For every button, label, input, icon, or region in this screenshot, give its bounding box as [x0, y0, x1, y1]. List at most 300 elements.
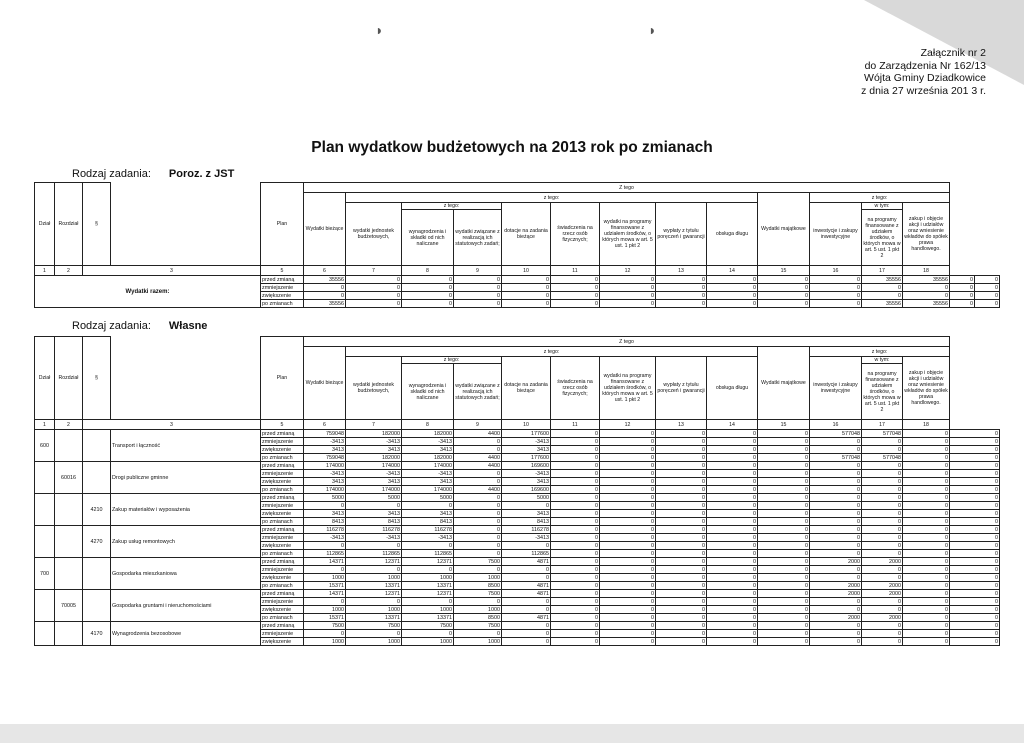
row-type-label: zwiększenie: [261, 510, 304, 518]
table-cell: 0: [656, 438, 707, 446]
table-cell: 0: [454, 526, 502, 534]
col-number: 13: [656, 420, 707, 430]
table-cell: 2000: [810, 590, 862, 598]
table-cell: 0: [758, 470, 810, 478]
col-number: 15: [758, 266, 810, 276]
table-cell: 0: [656, 470, 707, 478]
table-cell: 3413: [402, 510, 454, 518]
table-cell: 0: [502, 574, 551, 582]
table-cell: 0: [402, 292, 454, 300]
table-cell: 0: [707, 284, 758, 292]
table-cell: 0: [862, 284, 903, 292]
table-cell: 0: [862, 510, 903, 518]
table-cell: 8500: [454, 614, 502, 622]
table-cell: 0: [346, 300, 402, 308]
table-cell: 0: [950, 276, 975, 284]
table-cell: 0: [600, 542, 656, 550]
table-cell: 0: [551, 430, 600, 438]
table-cell: 174000: [304, 486, 346, 494]
row-type-label: przed zmianą: [261, 430, 304, 438]
group-name: Zakup usług remontowych: [111, 526, 261, 558]
table-cell: 0: [903, 510, 950, 518]
table-cell: 0: [304, 284, 346, 292]
table-cell: 0: [810, 300, 862, 308]
table-cell: 0: [950, 510, 1000, 518]
table-cell: 0: [656, 582, 707, 590]
table-cell: 2000: [862, 582, 903, 590]
table-cell: 35556: [862, 300, 903, 308]
table-cell: 0: [903, 582, 950, 590]
table-cell: 4400: [454, 430, 502, 438]
table-cell: -3413: [346, 438, 402, 446]
table-cell: 0: [304, 566, 346, 574]
table-cell: 0: [903, 470, 950, 478]
row-type-label: zmniejszenie: [261, 438, 304, 446]
table-cell: 0: [707, 494, 758, 502]
table-cell: 0: [551, 486, 600, 494]
table-cell: 0: [707, 622, 758, 630]
col-header-dotacje: dotacje na zadania bieżące: [502, 203, 551, 266]
table-cell: 0: [346, 502, 402, 510]
row-type-label: przed zmianą: [261, 276, 304, 284]
table-cell: 0: [810, 486, 862, 494]
col-header-inwestycje: inwestycje i zakupy inwestycyjne: [810, 357, 862, 420]
table-cell: 1000: [346, 638, 402, 646]
col-number: 9: [454, 420, 502, 430]
table-cell: 0: [758, 550, 810, 558]
table-cell: 759048: [304, 454, 346, 462]
table-cell: 0: [656, 534, 707, 542]
table-cell: 0: [903, 446, 950, 454]
table-cell: 0: [551, 292, 600, 300]
col-header-swiadczenia: świadczenia na rzecz osób fizycznych;: [551, 203, 600, 266]
table-cell: 0: [551, 470, 600, 478]
table-cell: 0: [903, 630, 950, 638]
row-type-label: po zmianach: [261, 454, 304, 462]
table-cell: 0: [502, 542, 551, 550]
table-cell: 0: [551, 550, 600, 558]
table-cell: 4871: [502, 590, 551, 598]
table-cell: 0: [656, 598, 707, 606]
table-cell: 0: [346, 292, 402, 300]
col-header-biezace: Wydatki bieżące: [304, 347, 346, 420]
col-number: 7: [346, 420, 402, 430]
table-cell: 0: [903, 622, 950, 630]
row-type-label: po zmianach: [261, 300, 304, 308]
table-cell: 1000: [402, 574, 454, 582]
row-type-label: po zmianach: [261, 486, 304, 494]
table-cell: 0: [758, 638, 810, 646]
table-cell: 0: [903, 284, 950, 292]
row-type-label: przed zmianą: [261, 622, 304, 630]
col-header-z-tego: Z tego: [304, 337, 950, 347]
table-cell: 0: [454, 438, 502, 446]
table-cell: 0: [502, 292, 551, 300]
table-cell: 0: [903, 590, 950, 598]
table-cell: 0: [862, 518, 903, 526]
table-cell: 35556: [862, 276, 903, 284]
table-cell: 112865: [304, 550, 346, 558]
table-cell: 0: [656, 550, 707, 558]
table-cell: 0: [810, 574, 862, 582]
table-cell: 0: [758, 630, 810, 638]
table-cell: 0: [950, 614, 1000, 622]
table-cell: 3413: [502, 446, 551, 454]
table-cell: 0: [810, 622, 862, 630]
table-cell: 0: [600, 454, 656, 462]
col-number: 18: [903, 266, 950, 276]
col-number: 1: [35, 266, 55, 276]
table-cell: 2000: [810, 582, 862, 590]
paragraf-code: 4210: [83, 494, 111, 526]
table-cell: 0: [758, 284, 810, 292]
section-type-2: [72, 320, 207, 332]
table-cell: 3413: [346, 510, 402, 518]
col-header-na-programy: na programy finansowane z udziałem środków, o których mowa w art. 5 ust. 1 pkt 2: [862, 210, 903, 266]
col-number: 14: [707, 266, 758, 276]
table-cell: 0: [502, 566, 551, 574]
summary-label: Wydatki razem:: [35, 276, 261, 308]
col-number: 10: [502, 420, 551, 430]
table-cell: 0: [903, 558, 950, 566]
table-cell: 0: [551, 276, 600, 284]
table-cell: 0: [502, 630, 551, 638]
table-cell: 0: [758, 606, 810, 614]
table-cell: 0: [707, 638, 758, 646]
table-cell: 12371: [346, 590, 402, 598]
table-cell: 0: [707, 446, 758, 454]
table-cell: 169600: [502, 462, 551, 470]
table-cell: 577048: [862, 454, 903, 462]
table-cell: 0: [707, 486, 758, 494]
table-cell: 0: [862, 598, 903, 606]
col-header-programy: wydatki na programy finansowane z udziałem środków, o których mowa w art. 5 ust. 1 pkt 2: [600, 357, 656, 420]
col-header-obsluga: obsługa długu: [707, 357, 758, 420]
table-cell: 0: [551, 614, 600, 622]
table-cell: 0: [758, 534, 810, 542]
row-type-label: przed zmianą: [261, 526, 304, 534]
table-cell: 0: [950, 590, 1000, 598]
table-cell: 0: [810, 534, 862, 542]
dzial-code: [35, 590, 55, 622]
table-cell: 0: [656, 590, 707, 598]
table-cell: 0: [551, 542, 600, 550]
table-cell: 0: [810, 494, 862, 502]
col-header-zwiazane: wydatki związane z realizacją ich statutowych zadań;: [454, 364, 502, 420]
table-cell: 0: [551, 446, 600, 454]
table-cell: 577048: [862, 430, 903, 438]
table-cell: 1000: [402, 638, 454, 646]
table-cell: 0: [304, 292, 346, 300]
table-cell: 0: [551, 622, 600, 630]
table-cell: 14371: [304, 558, 346, 566]
table-cell: 0: [810, 470, 862, 478]
table-cell: 0: [454, 534, 502, 542]
col-header-w-tym: w tym:: [862, 357, 903, 364]
table-cell: 0: [758, 582, 810, 590]
table-cell: 7500: [346, 622, 402, 630]
table-cell: 0: [810, 502, 862, 510]
row-type-label: zmniejszenie: [261, 470, 304, 478]
col-header-zwiazane: wydatki związane z realizacją ich statutowych zadań;: [454, 210, 502, 266]
table-cell: 0: [346, 276, 402, 284]
table-cell: 0: [810, 630, 862, 638]
table-cell: 0: [551, 518, 600, 526]
table-cell: 0: [600, 276, 656, 284]
table-cell: 7500: [454, 558, 502, 566]
table-cell: 116278: [402, 526, 454, 534]
table-cell: 0: [600, 582, 656, 590]
table-cell: 0: [600, 598, 656, 606]
table-cell: -3413: [402, 534, 454, 542]
table-cell: 0: [758, 446, 810, 454]
table-cell: 0: [600, 494, 656, 502]
col-header-biezace: Wydatki bieżące: [304, 193, 346, 266]
table-cell: 0: [707, 574, 758, 582]
table-cell: 0: [454, 518, 502, 526]
table-cell: 0: [551, 590, 600, 598]
table-cell: 0: [707, 454, 758, 462]
table-cell: 0: [758, 542, 810, 550]
col-number: 2: [55, 266, 83, 276]
table-cell: 3413: [402, 478, 454, 486]
dzial-code: [35, 494, 55, 526]
table-cell: 0: [950, 582, 1000, 590]
table-cell: 0: [707, 470, 758, 478]
table-cell: 3413: [304, 478, 346, 486]
table-cell: 0: [454, 510, 502, 518]
table-cell: 5000: [346, 494, 402, 502]
dzial-code: [35, 622, 55, 646]
group-name: Gospodarka mieszkaniowa: [111, 558, 261, 590]
col-header-z-tego-sub: z tego:: [346, 347, 758, 357]
table-cell: 182000: [402, 454, 454, 462]
table-cell: 174000: [346, 486, 402, 494]
table-cell: 0: [975, 292, 1000, 300]
col-header-inwestycje: inwestycje i zakupy inwestycyjne: [810, 203, 862, 266]
row-type-label: zmniejszenie: [261, 502, 304, 510]
col-header-obsluga: obsługa długu: [707, 203, 758, 266]
table-cell: 0: [758, 486, 810, 494]
dzial-code: [35, 462, 55, 494]
table-cell: 0: [502, 502, 551, 510]
table-cell: 174000: [346, 462, 402, 470]
table-cell: 0: [600, 566, 656, 574]
row-type-label: zmniejszenie: [261, 598, 304, 606]
table-cell: 1000: [304, 606, 346, 614]
table-cell: 0: [600, 438, 656, 446]
table-cell: 0: [862, 438, 903, 446]
table-cell: 0: [600, 526, 656, 534]
rozdzial-code: [55, 526, 83, 558]
table-cell: 0: [707, 598, 758, 606]
table-cell: 0: [950, 292, 975, 300]
table-cell: 0: [758, 478, 810, 486]
col-number: 16: [810, 266, 862, 276]
page-title: Plan wydatkow budżetowych na 2013 rok po zmianach: [311, 139, 713, 156]
table-cell: 0: [707, 566, 758, 574]
col-header-z-tego-sub: z tego:: [402, 357, 502, 364]
col-header-wynagrodzenia: wynagrodzenia i składki od nich naliczane: [402, 210, 454, 266]
table-cell: 0: [502, 300, 551, 308]
table-cell: 0: [551, 606, 600, 614]
table-cell: 116278: [346, 526, 402, 534]
table-cell: 35556: [903, 300, 950, 308]
table-cell: 0: [950, 638, 1000, 646]
table-cell: 174000: [402, 486, 454, 494]
table-cell: 3413: [502, 510, 551, 518]
table-cell: 0: [402, 566, 454, 574]
group-name: Transport i łączność: [111, 430, 261, 462]
table-cell: 0: [950, 494, 1000, 502]
table-cell: 0: [454, 502, 502, 510]
table-cell: 4400: [454, 462, 502, 470]
table-cell: 0: [903, 430, 950, 438]
table-cell: 0: [950, 598, 1000, 606]
table-cell: 0: [810, 478, 862, 486]
table-cell: 0: [707, 518, 758, 526]
table-cell: 0: [862, 534, 903, 542]
table-cell: 4400: [454, 486, 502, 494]
col-header-z-tego-sub: z tego:: [402, 203, 502, 210]
table-cell: 0: [950, 542, 1000, 550]
table-cell: -3413: [304, 438, 346, 446]
table-cell: 0: [402, 276, 454, 284]
table-cell: 0: [707, 614, 758, 622]
table-cell: 177600: [502, 430, 551, 438]
col-number: 14: [707, 420, 758, 430]
row-type-label: przed zmianą: [261, 558, 304, 566]
row-type-label: po zmianach: [261, 614, 304, 622]
table-cell: 0: [862, 606, 903, 614]
table-cell: 0: [903, 574, 950, 582]
table-cell: 0: [656, 630, 707, 638]
table-cell: 0: [600, 486, 656, 494]
table-cell: 0: [903, 550, 950, 558]
table-cell: 0: [707, 300, 758, 308]
table-cell: 0: [862, 486, 903, 494]
table-cell: 3413: [346, 478, 402, 486]
table-cell: 759048: [304, 430, 346, 438]
table-cell: 0: [810, 606, 862, 614]
col-header-programy: wydatki na programy finansowane z udziałem środków, o których mowa w art. 5 ust. 1 pkt 2: [600, 203, 656, 266]
table-cell: 0: [862, 550, 903, 558]
col-header-wyplaty: wypłaty z tytułu poręczeń i gwarancji: [656, 203, 707, 266]
table-cell: 0: [950, 470, 1000, 478]
table-cell: 0: [810, 462, 862, 470]
col-number: 12: [600, 420, 656, 430]
table-cell: 0: [707, 430, 758, 438]
table-cell: 0: [656, 502, 707, 510]
col-number: 13: [656, 266, 707, 276]
row-type-label: zwiększenie: [261, 606, 304, 614]
table-cell: 0: [600, 614, 656, 622]
col-header-rozdzial: Rozdział: [55, 183, 83, 266]
col-number: 5: [261, 420, 304, 430]
table-cell: 0: [950, 606, 1000, 614]
table-cell: 0: [656, 292, 707, 300]
table-cell: 0: [758, 502, 810, 510]
paragraf-code: 4170: [83, 622, 111, 646]
table-cell: 0: [402, 598, 454, 606]
table-cell: 0: [402, 502, 454, 510]
rozdzial-code: [55, 430, 83, 462]
col-number: 10: [502, 266, 551, 276]
attachment-line: Wójta Gminy Dziadkowice: [864, 72, 986, 84]
table-cell: 0: [454, 478, 502, 486]
paragraf-code: [83, 590, 111, 622]
table-cell: 0: [758, 590, 810, 598]
table-cell: 0: [454, 598, 502, 606]
table-cell: 0: [903, 454, 950, 462]
table-cell: 0: [551, 438, 600, 446]
table-cell: 8500: [454, 582, 502, 590]
table-cell: 3413: [502, 478, 551, 486]
table-cell: 0: [551, 494, 600, 502]
table-cell: 2000: [862, 558, 903, 566]
table-cell: 0: [304, 502, 346, 510]
table-cell: 0: [551, 478, 600, 486]
table-cell: 0: [304, 542, 346, 550]
table-cell: 0: [502, 276, 551, 284]
table-cell: 0: [950, 300, 975, 308]
table-cell: 0: [903, 614, 950, 622]
paragraf-code: [83, 462, 111, 494]
table-cell: 0: [551, 558, 600, 566]
table-cell: 7500: [454, 622, 502, 630]
col-header-z-tego-sub: z tego:: [810, 347, 950, 357]
table-cell: 0: [950, 430, 1000, 438]
table-cell: 0: [454, 292, 502, 300]
table-cell: 0: [862, 478, 903, 486]
row-type-label: po zmianach: [261, 582, 304, 590]
group-name: Wynagrodzenia bezosobowe: [111, 622, 261, 646]
table-cell: 0: [950, 438, 1000, 446]
table-cell: 0: [551, 566, 600, 574]
table-cell: 0: [656, 300, 707, 308]
table-cell: 14371: [304, 590, 346, 598]
table-cell: 0: [707, 462, 758, 470]
rozdzial-code: 60016: [55, 462, 83, 494]
col-header-majatkowe: Wydatki majątkowe: [758, 193, 810, 266]
row-type-label: po zmianach: [261, 550, 304, 558]
table-cell: 0: [707, 558, 758, 566]
col-number: 8: [402, 420, 454, 430]
table-cell: 0: [454, 542, 502, 550]
attachment-line: Załącznik nr 2: [920, 47, 986, 59]
dzial-code: 700: [35, 558, 55, 590]
table-cell: 0: [903, 462, 950, 470]
table-cell: 2000: [810, 558, 862, 566]
table-cell: 0: [707, 550, 758, 558]
table-cell: 5000: [304, 494, 346, 502]
table-cell: 0: [454, 494, 502, 502]
table-cell: 1000: [304, 574, 346, 582]
table-cell: 0: [758, 518, 810, 526]
table-cell: 0: [656, 614, 707, 622]
col-number: 16: [810, 420, 862, 430]
table-cell: 0: [903, 526, 950, 534]
table-cell: 0: [903, 494, 950, 502]
rozdzial-code: [55, 494, 83, 526]
table-cell: 1000: [454, 606, 502, 614]
col-number: 6: [304, 420, 346, 430]
table-cell: 0: [707, 276, 758, 284]
table-cell: 0: [346, 566, 402, 574]
table-cell: 0: [758, 598, 810, 606]
table-cell: 0: [656, 526, 707, 534]
table-cell: -3413: [346, 470, 402, 478]
